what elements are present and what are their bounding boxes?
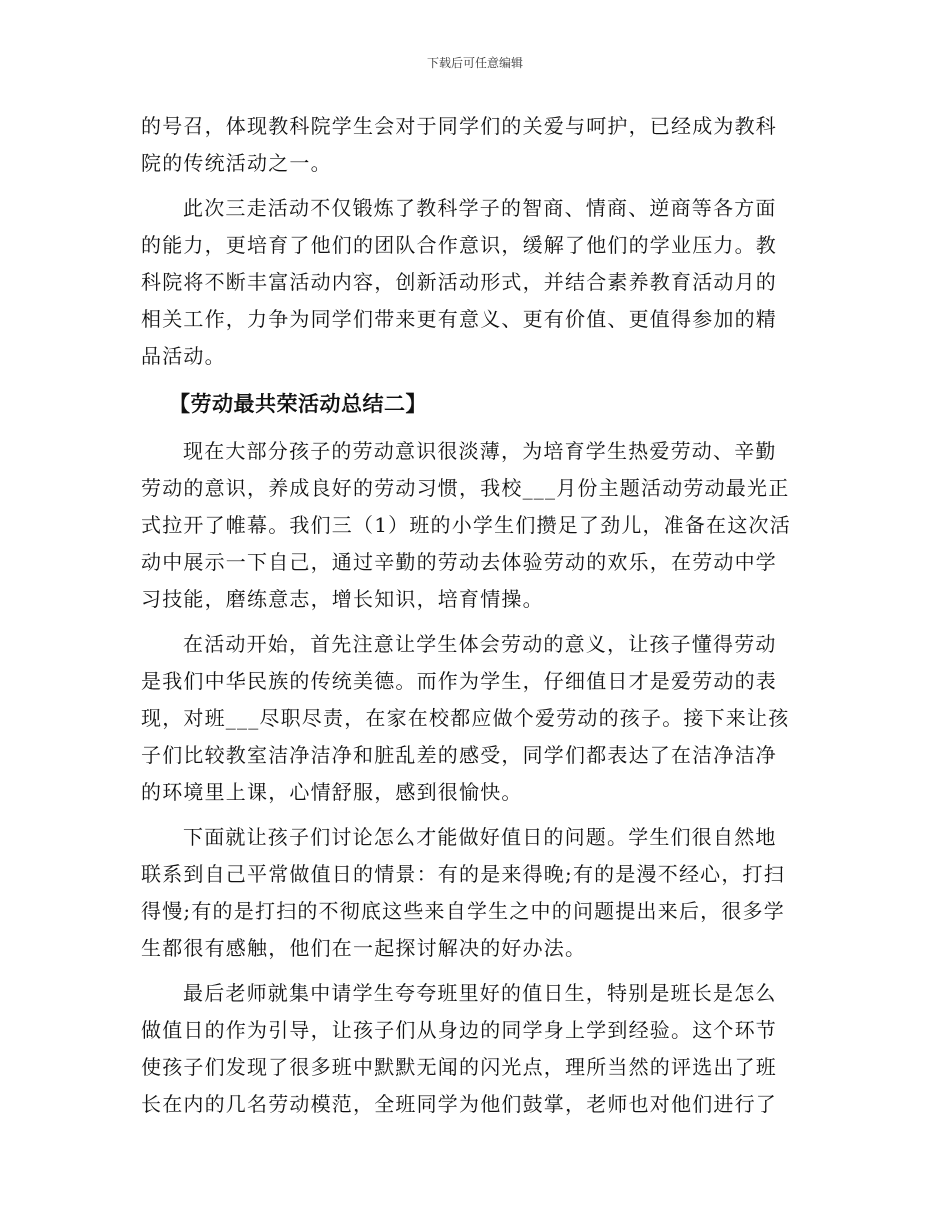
text-line: 最后老师就集中请学生夸夸班里好的值日生，特别是班长是怎么 [183, 981, 777, 1005]
paragraph-1 [141, 108, 811, 182]
text-line: 院的传统活动之一。 [141, 151, 332, 175]
text-line: 长在内的几名劳动模范，全班同学为他们鼓掌，老师也对他们进行了 [141, 1092, 777, 1116]
text-line: 使孩子们发现了很多班中默默无闻的闪光点，理所当然的评选出了班 [141, 1055, 777, 1079]
text-line: 科院将不断丰富活动内容，创新活动形式，并结合素养教育活动月的 [141, 270, 777, 294]
text-line: 相关工作，力争为同学们带来更有意义、更有价值、更值得参加的精 [141, 307, 777, 331]
text-line: 生都很有感触，他们在一起探讨解决的好办法。 [141, 936, 587, 960]
text-line: 是我们中华民族的传统美德。而作为学生，仔细值日才是爱劳动的表 [141, 669, 777, 693]
text-line: 现，对班___尽职尽责，在家在校都应做个爱劳动的孩子。接下来让孩 [141, 706, 790, 730]
text-line: 子们比较教室洁净洁净和脏乱差的感受，同学们都表达了在洁净洁净 [141, 743, 777, 767]
text-line: 现在大部分孩子的劳动意识很淡薄，为培育学生热爱劳动、辛勤 [183, 439, 777, 463]
document-body [141, 108, 811, 1123]
text-line: 的环境里上课，心情舒服，感到很愉快。 [141, 780, 523, 804]
text-line: 联系到自己平常做值日的情景：有的是来得晚;有的是漫不经心，打扫 [141, 862, 785, 886]
text-line: 的能力，更培育了他们的团队合作意识，缓解了他们的学业压力。教 [141, 233, 777, 257]
paragraph-6 [141, 975, 811, 1123]
paragraph-4 [141, 626, 811, 811]
text-line: 得慢;有的是打扫的不彻底这些来自学生之中的问题提出来后，很多学 [141, 899, 785, 923]
text-line: 做值日的作为引导，让孩子们从身边的同学身上学到经验。这个环节 [141, 1018, 777, 1042]
text-line: 习技能，磨练意志，增长知识，培育情操。 [141, 587, 544, 611]
paragraph-2 [141, 190, 811, 375]
paragraph-3 [141, 433, 811, 618]
text-line: 式拉开了帷幕。我们三（1）班的小学生们攒足了劲儿，准备在这次活 [141, 513, 791, 537]
section-heading: 【劳动最共荣活动总结二】 [169, 392, 427, 416]
text-line: 动中展示一下自己，通过辛勤的劳动去体验劳动的欢乐，在劳动中学 [141, 550, 777, 574]
text-line: 在活动开始，首先注意让学生体会劳动的意义，让孩子懂得劳动 [183, 632, 777, 656]
paragraph-5 [141, 819, 811, 967]
text-line: 品活动。 [141, 344, 226, 368]
text-line: 的号召，体现教科院学生会对于同学们的关爱与呵护，已经成为教科 [141, 114, 777, 138]
text-line: 劳动的意识，养成良好的劳动习惯，我校___月份主题活动劳动最光正 [141, 476, 790, 500]
text-line: 此次三走活动不仅锻炼了教科学子的智商、情商、逆商等各方面 [183, 196, 777, 220]
text-line: 下面就让孩子们讨论怎么才能做好值日的问题。学生们很自然地 [183, 825, 777, 849]
page-header: 下载后可任意编辑 [426, 56, 523, 70]
